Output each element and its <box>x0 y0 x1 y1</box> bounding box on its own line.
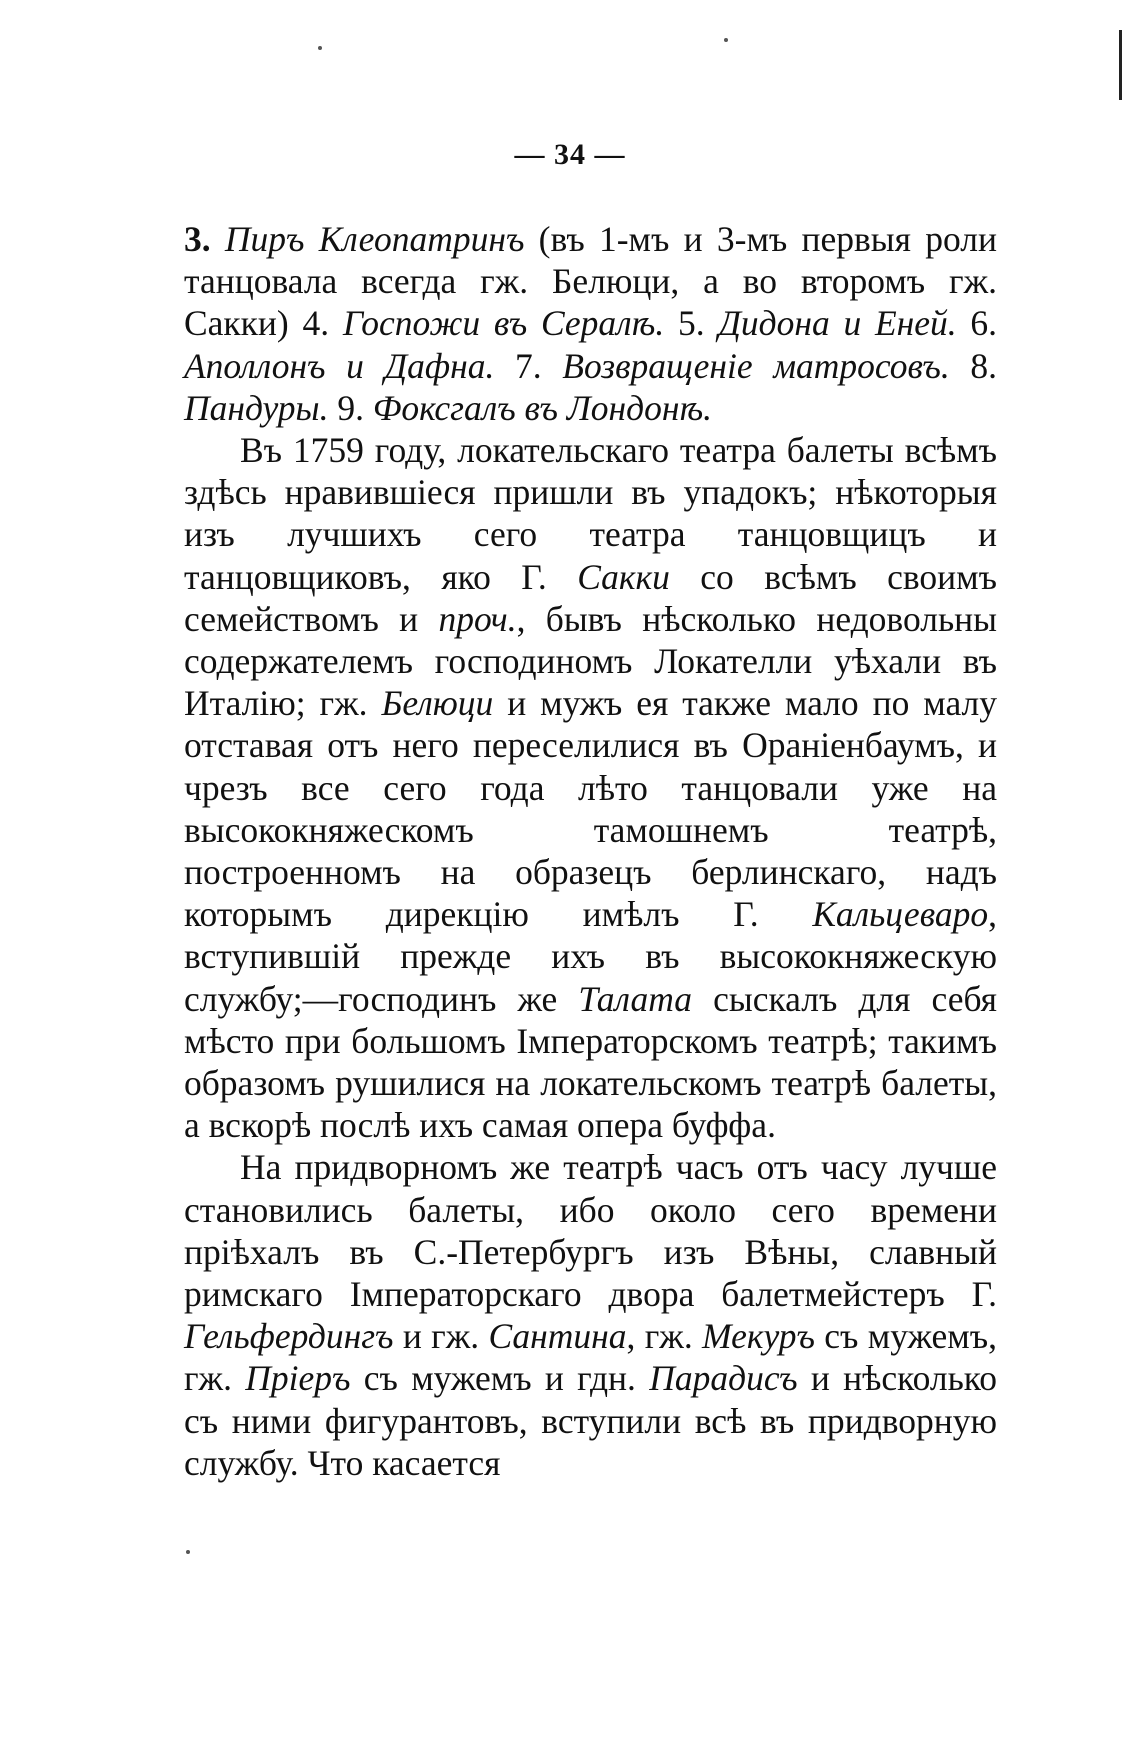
paragraph <box>184 1146 997 1484</box>
text-run: и гж. <box>393 1316 489 1357</box>
text-run: (въ 1-мъ и 3-мъ первыя роли танцовала всегда гж. Белюци, а во второмъ гж. Сакки) 4. <box>184 219 997 344</box>
text-run: съ мужемъ и гдн. <box>350 1358 650 1399</box>
italic-title: Фоксгалъ въ Лондонѣ. <box>372 387 713 428</box>
italic-title: Пріеръ <box>245 1358 351 1399</box>
speck-mark <box>318 46 322 50</box>
italic-title: проч. <box>438 598 517 639</box>
italic-title: Пандуры. <box>184 387 329 428</box>
text-run: На придворномъ же театрѣ часъ отъ часу лучше становились балеты, ибо около сего времени пріѣхалъ въ С.-Петербургъ изъ Вѣны, славный римскаго Імператорскаго двора балетмейстеръ Г. <box>184 1147 997 1315</box>
text-run: 8. <box>949 345 998 386</box>
text-run: Въ 1759 году, локательскаго театра балеты всѣмъ здѣсь нравившіеся пришли въ упадокъ; нѣкоторыя изъ лучшихъ сего театра танцовщицъ и танцовщиковъ, яко Г. <box>184 430 997 597</box>
italic-title: Кальцеваро <box>812 894 989 935</box>
text-run: 9. <box>328 387 373 428</box>
italic-title: Сантина <box>488 1316 627 1357</box>
italic-title: Дидона и Еней. <box>718 303 957 344</box>
item-number: 3. <box>184 219 225 259</box>
text-run: , бывъ нѣсколько недовольны содержателемъ господиномъ Локателли уѣхали въ Италію; гж. <box>184 598 997 724</box>
italic-title: Госпожи въ Сералѣ. <box>342 303 665 344</box>
text-run: , вступившій прежде ихъ въ высококняжескую службу;—господинъ же <box>184 894 997 1019</box>
italic-title: Пиръ Клеопатринъ <box>224 219 525 259</box>
paragraph <box>184 218 997 429</box>
text-run: 5. <box>664 303 719 344</box>
speck-mark <box>186 1550 190 1554</box>
text-run: со всѣмъ своимъ семействомъ и <box>184 556 997 639</box>
text-run: и мужъ ея также мало по малу отставая отъ него переселилися въ Ораніенбаумъ, и чрезъ все сего года лѣто танцовали уже на высококняжескомъ тамошнемъ театрѣ, построенномъ на образецъ берлинскаго, надъ которымъ дирекцію имѣлъ Г. <box>184 683 997 935</box>
italic-title: Возвращеніе матросовъ. <box>562 345 950 386</box>
margin-rule <box>1119 30 1122 100</box>
italic-title: Белюци <box>381 683 494 724</box>
page-number: — 34 — <box>514 138 626 171</box>
italic-title: Сакки <box>577 556 670 597</box>
text-run: сыскалъ для себя мѣсто при большомъ Імператорскомъ театрѣ; такимъ образомъ рушилися на локательскомъ театрѣ балеты, а вскорѣ послѣ ихъ самая опера буффа. <box>184 978 997 1146</box>
italic-title: Мекуръ <box>702 1316 815 1357</box>
text-run: съ мужемъ, гж. <box>184 1316 998 1399</box>
speck-mark <box>724 38 728 42</box>
text-run: 7. <box>494 345 563 386</box>
text-run: и нѣсколько съ ними фигурантовъ, вступили всѣ въ придворную службу. Что касается <box>184 1358 997 1483</box>
text-run: 6. <box>956 303 998 344</box>
paragraph <box>184 429 997 1146</box>
italic-title: Гельфердингъ <box>184 1316 394 1357</box>
italic-title: Аполлонъ и Дафна. <box>184 345 495 386</box>
body-text <box>184 218 997 1484</box>
text-run: , гж. <box>626 1316 703 1357</box>
italic-title: Парадисъ <box>649 1358 798 1399</box>
italic-title: Талата <box>578 978 693 1019</box>
